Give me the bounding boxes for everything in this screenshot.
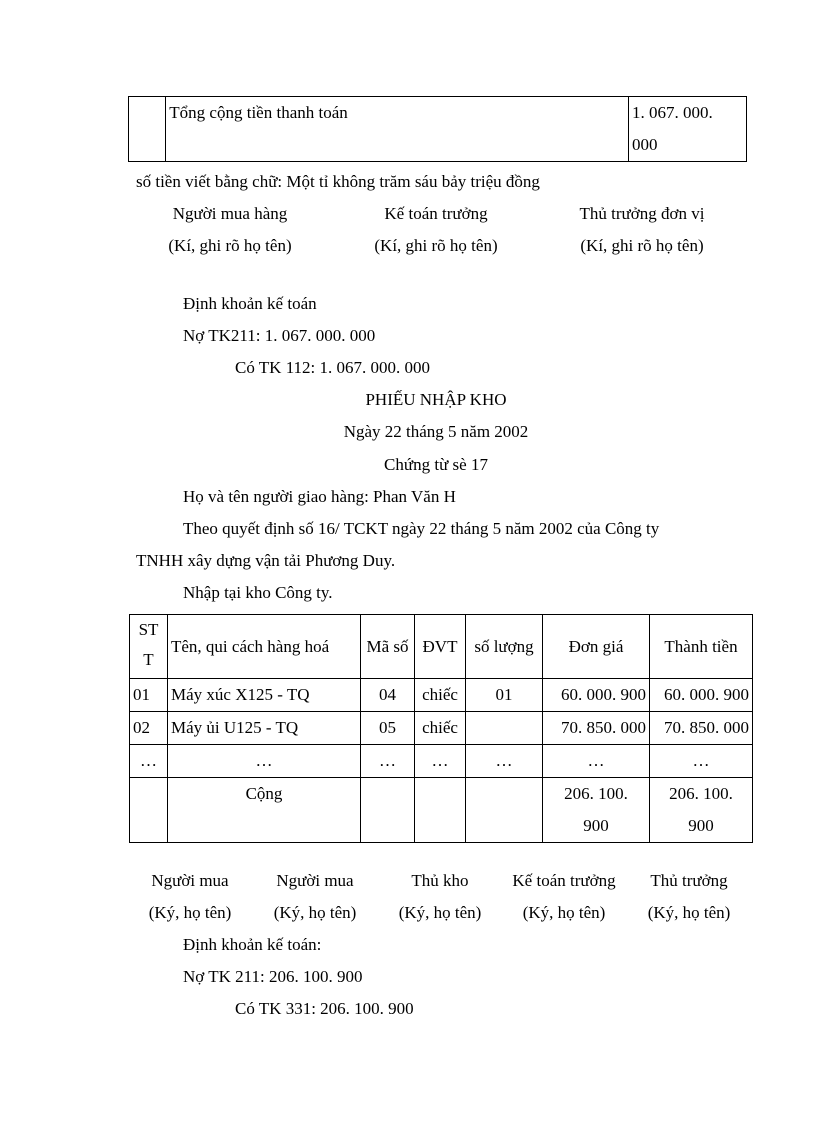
sum-total-line1: 206. 100. <box>669 784 733 803</box>
signature-role: Người mua <box>151 871 229 890</box>
receipt-deliverer: Họ và tên người giao hàng: Phan Văn H <box>183 487 456 506</box>
cell-qty <box>466 712 543 745</box>
header-qty: số lượng <box>466 615 543 679</box>
cell-code: 05 <box>361 712 415 745</box>
cell-name: … <box>168 745 361 778</box>
table-row <box>130 745 753 778</box>
table-header-row <box>130 615 753 679</box>
signature-note: (Ký, họ tên) <box>148 903 232 922</box>
signature-note: (Ký, họ tên) <box>522 903 606 922</box>
cell-name: Máy xúc X125 - TQ <box>168 679 361 712</box>
cell-code: … <box>361 745 415 778</box>
total-payment-table <box>128 96 747 162</box>
cell-stt: … <box>130 745 168 778</box>
receipt-decision-line1: Theo quyết định số 16/ TCKT ngày 22 tháng 5 năm 2002 của Công ty <box>183 519 660 538</box>
cell-stt: 01 <box>130 679 168 712</box>
signature-note: (Ký, họ tên) <box>273 903 357 922</box>
cell-stt <box>130 778 168 843</box>
header-stt <box>130 615 168 679</box>
sum-total <box>650 778 753 843</box>
cell-qty <box>466 778 543 843</box>
entry2-credit: Có TK 331: 206. 100. 900 <box>235 999 414 1018</box>
header-stt-line1: ST <box>138 620 159 639</box>
receipt-warehouse: Nhập tại kho Công ty. <box>183 583 333 602</box>
signature-role: Người mua <box>276 871 354 890</box>
total-payment-amount <box>629 97 747 162</box>
signature-role: Thủ kho <box>411 871 469 890</box>
cell-total: 60. 000. 900 <box>650 679 753 712</box>
cell-code: 04 <box>361 679 415 712</box>
amount-line-2: 000 <box>632 135 658 154</box>
header-stt-line2: T <box>143 650 154 669</box>
total-payment-label: Tổng cộng tiền thanh toán <box>166 97 629 162</box>
signature-buyer-note: (Kí, ghi rõ họ tên) <box>168 236 292 255</box>
cell-price: 60. 000. 900 <box>543 679 650 712</box>
header-code: Mã số <box>361 615 415 679</box>
cell-price: 70. 850. 000 <box>543 712 650 745</box>
table-row <box>130 712 753 745</box>
header-unit: ĐVT <box>415 615 466 679</box>
cell-name: Máy ủi U125 - TQ <box>168 712 361 745</box>
entry2-debit: Nợ TK 211: 206. 100. 900 <box>183 967 363 986</box>
header-total: Thành tiền <box>650 615 753 679</box>
signature-director-role: Thủ trưởng đơn vị <box>579 204 705 223</box>
amount-line-1: 1. 067. 000. <box>632 103 713 122</box>
amount-in-words: số tiền viết bằng chữ: Một tỉ không trăm sáu bảy triệu đồng <box>136 172 540 191</box>
entry1-debit: Nợ TK211: 1. 067. 000. 000 <box>183 326 376 345</box>
table-sum-row <box>130 778 753 843</box>
sum-price-line1: 206. 100. <box>564 784 628 803</box>
cell-unit: … <box>415 745 466 778</box>
signature-accountant-role: Kế toán trưởng <box>384 204 488 223</box>
entry2-title: Định khoản kế toán: <box>183 935 322 954</box>
receipt-voucher: Chứng từ sè 17 <box>384 455 488 474</box>
entry1-credit: Có TK 112: 1. 067. 000. 000 <box>235 358 431 377</box>
cell-qty: 01 <box>466 679 543 712</box>
header-name: Tên, qui cách hàng hoá <box>168 615 361 679</box>
cell-unit <box>415 778 466 843</box>
header-price: Đơn giá <box>543 615 650 679</box>
receipt-title: PHIẾU NHẬP KHO <box>365 390 507 409</box>
sum-total-line2: 900 <box>688 816 714 835</box>
signature-role: Thủ trưởng <box>650 871 728 890</box>
sum-label: Cộng <box>168 778 361 843</box>
table-row <box>130 679 753 712</box>
sum-price <box>543 778 650 843</box>
receipt-decision-line2: TNHH xây dựng vận tải Phương Duy. <box>136 551 396 570</box>
cell-code <box>361 778 415 843</box>
signature-note: (Ký, họ tên) <box>398 903 482 922</box>
cell-price: … <box>543 745 650 778</box>
cell-unit: chiếc <box>415 679 466 712</box>
cell-stt: 02 <box>130 712 168 745</box>
cell-unit: chiếc <box>415 712 466 745</box>
signature-buyer-role: Người mua hàng <box>172 204 288 223</box>
goods-receipt-table <box>129 614 753 843</box>
sum-price-line2: 900 <box>583 816 609 835</box>
signature-note: (Ký, họ tên) <box>647 903 731 922</box>
signature-accountant-note: (Kí, ghi rõ họ tên) <box>374 236 498 255</box>
cell-qty: … <box>466 745 543 778</box>
signature-director-note: (Kí, ghi rõ họ tên) <box>580 236 704 255</box>
signature-role: Kế toán trưởng <box>512 871 616 890</box>
blank-cell <box>129 97 166 162</box>
entry1-title: Định khoản kế toán <box>183 294 317 313</box>
receipt-date: Ngày 22 tháng 5 năm 2002 <box>343 422 529 441</box>
cell-total: … <box>650 745 753 778</box>
cell-total: 70. 850. 000 <box>650 712 753 745</box>
